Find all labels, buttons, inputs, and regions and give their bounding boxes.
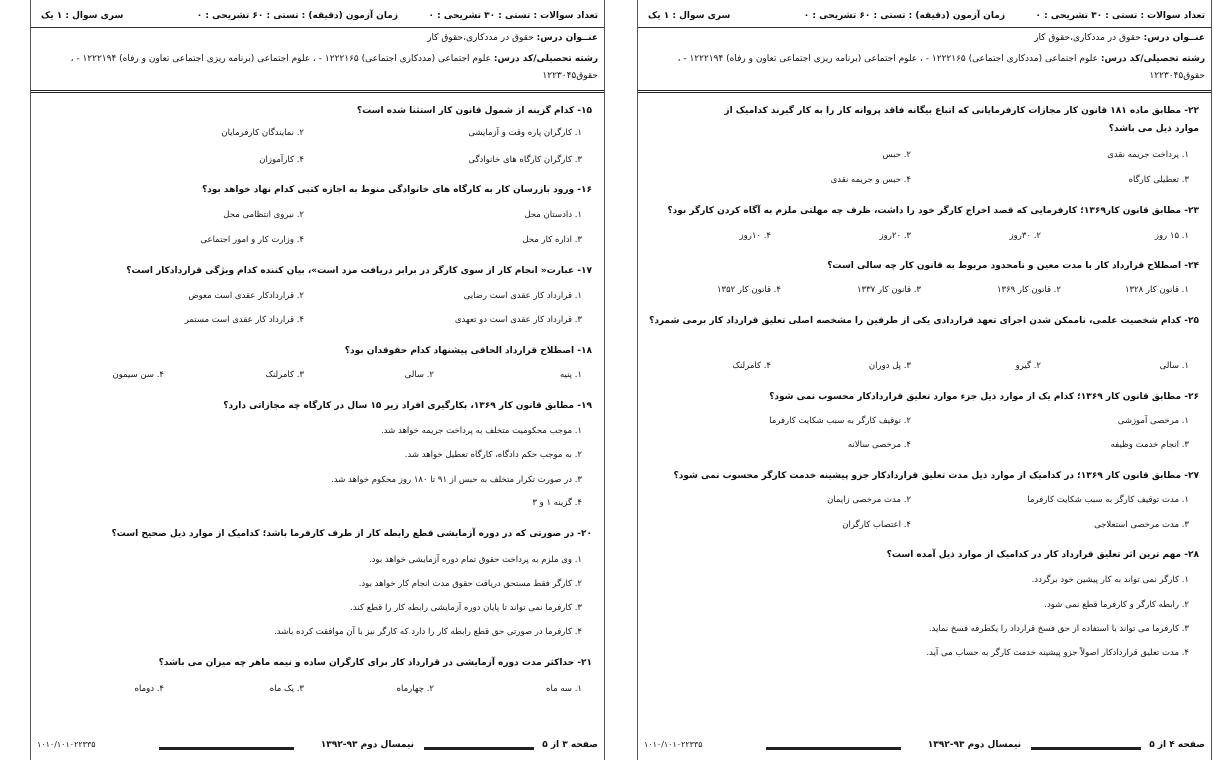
course-title <box>644 33 1205 43</box>
question-21: ۲۱- حداکثر مدت دوره آزمایشی در قرارداد کار برای کارگران ساده و نیمه ماهر چه میزان می باشد؟ <box>158 658 592 668</box>
option: ۳. پل دوران <box>868 361 911 371</box>
exam-time: زمان آزمون (دقیقه) : تستی : ۶۰ تشریحی : ۰ <box>196 11 398 21</box>
question-16: ۱۶- ورود بازرسان کار به کارگاه های خانوادگی منوط به اجازه کتبی کدام نهاد خواهد بود؟ <box>201 185 592 195</box>
option: ۴. مرخصی سالانه <box>847 440 911 450</box>
option: ۳. در صورت تکرار متخلف به حبس از ۹۱ تا ۱۸۰ روز محکوم خواهد شد. <box>331 475 582 485</box>
option: ۲. توقیف کارگر به سبب شکایت کارفرما <box>769 416 911 426</box>
option: ۳. کامرلنک <box>265 370 304 380</box>
header-double-rule <box>31 90 604 93</box>
option: ۱. پنیه <box>559 370 582 380</box>
option: ۱. موجب محکومیت متخلف به پرداخت جریمه خواهد شد. <box>381 426 582 436</box>
major-info <box>644 51 1205 85</box>
option: ۳. کارگران کارگاه های خانوادگی <box>468 155 582 165</box>
footer-rule <box>424 747 534 750</box>
major-value: علوم اجتماعی (مددکاری اجتماعی) ۱۲۲۲۱۶۵ - ، علوم اجتماعی (برنامه ریزی اجتماعی تعاون و رفاه) ۱۲۲۲۱۹۴ - ، حقوق۱۲۲۳۰۴۵ <box>677 54 1205 81</box>
option: ۴. قانون کار ۱۳۵۲ <box>716 285 781 295</box>
option: ۴. قرارداد کار عقدی است مستمر <box>184 315 304 325</box>
footer-rule <box>159 747 294 750</box>
question-23: ۲۳- مطابق قانون کار۱۳۶۹؛ کارفرمایی که قصد اخراج کارگر خود را داشت، ظرف چه مهلتی ملزم به آگاه کردن کارگر بود؟ <box>667 206 1199 216</box>
option: ۴. دوماه <box>134 684 164 694</box>
question-24: ۲۴- اصطلاح قرارداد کار با مدت معین و نامحدود مربوط به قانون کار چه سالی است؟ <box>827 261 1199 271</box>
option: ۱. دادستان محل <box>524 210 582 220</box>
option: ۲. مدت مرخصی زایمان <box>827 495 911 505</box>
option: ۲. گیرو <box>1015 361 1041 371</box>
option: ۲. نمایندگان کارفرمایان <box>221 128 304 138</box>
option: ۳. اداره کار محل <box>522 235 582 245</box>
question-26: ۲۶- مطابق قانون کار ۱۳۶۹؛ کدام یک از موارد ذیل جزء موارد تعلیق قراردادکار محسوب نمی شود؟ <box>769 392 1199 402</box>
option: ۲. رابطه کارگر و کارفرما قطع نمی شود. <box>1044 600 1189 610</box>
option: ۱. قانون کار ۱۳۲۸ <box>1124 285 1189 295</box>
major-value: علوم اجتماعی (مددکاری اجتماعی) ۱۲۲۲۱۶۵ - ، علوم اجتماعی (برنامه ریزی اجتماعی تعاون و رفاه) ۱۲۲۲۱۹۴ - ، حقوق۱۲۲۳۰۴۵ <box>70 54 598 81</box>
option: ۱. ۱۵ روز <box>1154 231 1189 241</box>
question-counts: تعداد سوالات : تستی : ۳۰ تشریحی : ۰ <box>428 11 598 21</box>
option: ۱. وی ملزم به پرداخت حقوق تمام دوره آزمایشی خواهد بود. <box>368 555 582 565</box>
header-divider <box>31 27 604 28</box>
footer-rule <box>766 747 901 750</box>
option: ۴. وزارت کار و امور اجتماعی <box>200 235 304 245</box>
option: ۲. حبس <box>882 150 911 160</box>
course-label: عنــوان درس: <box>1143 33 1205 43</box>
course-value: حقوق در مددکاری،حقوق کار <box>1034 33 1141 43</box>
semester: نیمسال دوم ۹۳-۱۳۹۲ <box>320 740 414 750</box>
option: ۳. کارفرما نمی تواند تا پایان دوره آزمایشی رابطه کار را قطع کند. <box>350 603 582 613</box>
option: ۱. مرخصی آموزشی <box>1117 416 1189 426</box>
option: ۳. مدت مرخصی استعلاجی <box>1094 520 1189 530</box>
option: ۱. پرداخت جریمه نقدی <box>1107 150 1189 160</box>
question-27: ۲۷- مطابق قانون کار ۱۳۶۹؛ در کدامیک از موارد ذیل مدت تعلیق قراردادکار جزو پیشینه خدمت کارگر محسوب نمی شود؟ <box>673 471 1199 481</box>
question-18: ۱۸- اصطلاح قرارداد الحاقی پیشنهاد کدام حقوقدان بود؟ <box>344 346 592 356</box>
option: ۲. چهارماه <box>396 684 434 694</box>
question-25: ۲۵- کدام شخصیت علمی، ناممکن شدن اجرای تعهد قراردادی یکی از طرفین را مشخصه اصلی تعلیق قرارداد کار برمی شمرد؟ <box>649 316 1199 326</box>
option: ۳. یک ماه <box>269 684 304 694</box>
question-15: ۱۵- کدام گزینه از شمول قانون کار استثنا شده است؟ <box>356 106 592 116</box>
option: ۱. قرارداد کار عقدی است رضایی <box>463 291 582 301</box>
question-28: ۲۸- مهم ترین اثر تعلیق قرارداد کار در کدامیک از موارد ذیل آمده است؟ <box>886 550 1199 560</box>
page-footer <box>638 740 1211 756</box>
question-series: سری سوال : ۱ یک <box>41 11 124 21</box>
exam-time: زمان آزمون (دقیقه) : تستی : ۶۰ تشریحی : ۰ <box>803 11 1005 21</box>
exam-header <box>638 0 1211 92</box>
header-divider <box>638 27 1211 28</box>
footer-rule <box>1031 747 1141 750</box>
option: ۳. ۲۰روز <box>879 231 911 241</box>
question-22: ۲۲- مطابق ماده ۱۸۱ قانون کار مجازات کارفرمایانی که اتباع بیگانه فاقد پروانه کار را به کار گیرند کدامیک از موارد ذیل می باشد؟ <box>724 106 1199 134</box>
option: ۴. ۱۰روز <box>739 231 771 241</box>
course-label: عنــوان درس: <box>536 33 598 43</box>
major-label: رشته تحصیلی/کد درس: <box>1100 54 1205 64</box>
option: ۴. کامرلنک <box>732 361 771 371</box>
option: ۳. کارفرما می تواند با استفاده از حق فسخ قرارداد را یکطرفه فسخ نماید. <box>928 624 1189 634</box>
question-counts: تعداد سوالات : تستی : ۳۰ تشریحی : ۰ <box>1035 11 1205 21</box>
option: ۲. کارگر فقط مستحق دریافت حقوق مدت انجام کار خواهد بود. <box>358 579 582 589</box>
page-footer <box>31 740 604 756</box>
option: ۱. کارگر نمی تواند به کار پیشین خود برگردد. <box>1031 575 1189 585</box>
question-20: ۲۰- در صورتی که در دوره آزمایشی قطع رابطه کار از طرف کارفرما باشد؛ کدامیک از موارد ذیل صحیح است؟ <box>111 529 592 539</box>
option: ۲. سالی <box>404 370 434 380</box>
option: ۴. اعتصاب کارگران <box>842 520 911 530</box>
major-info <box>37 51 598 85</box>
exam-code: ۱۰۱۰/۱۰۱۰۲۲۳۳۵ <box>37 740 96 749</box>
option: ۳. قرارداد کار عقدی است دو تعهدی <box>454 315 582 325</box>
option: ۱. سالی <box>1159 361 1189 371</box>
option: ۲. قانون کار ۱۳۶۹ <box>996 285 1061 295</box>
option: ۴. کارفرما در صورتی حق قطع رابطه کار را دارد که کارگر نیز با آن موافقت کرده باشد. <box>274 627 582 637</box>
option: ۴. حبس و جریمه نقدی <box>830 175 911 185</box>
semester: نیمسال دوم ۹۳-۱۳۹۲ <box>927 740 1021 750</box>
course-title <box>37 33 598 43</box>
option: ۴. کارآموزان <box>259 155 304 165</box>
question-17: ۱۷- عبارت« انجام کار از سوی کارگر در برابر دریافت مزد است»، بیان کننده کدام ویژگی قراردادکار است؟ <box>126 266 592 276</box>
option: ۱. مدت توقیف کارگر به سبب شکایت کارفرما <box>1027 495 1189 505</box>
option: ۴. سن سیمون <box>112 370 164 380</box>
question-19: ۱۹- مطابق قانون کار ۱۳۶۹، بکارگیری افراد زیر ۱۵ سال در کارگاه چه مجازاتی دارد؟ <box>223 401 592 411</box>
option: ۱. کارگران پاره وقت و آزمایشی <box>468 128 582 138</box>
course-value: حقوق در مددکاری،حقوق کار <box>427 33 534 43</box>
exam-header <box>31 0 604 92</box>
option: ۲. نیروی انتظامی محل <box>223 210 304 220</box>
option: ۲. به موجب حکم دادگاه، کارگاه تعطیل خواهد شد. <box>404 450 582 460</box>
option: ۲. ۳۰روز <box>1009 231 1041 241</box>
option: ۱. سه ماه <box>546 684 582 694</box>
option: ۳. قانون کار ۱۳۳۷ <box>856 285 921 295</box>
exam-page-3 <box>30 0 605 760</box>
page-number: صفحه ۴ از ۵ <box>1149 740 1205 750</box>
option: ۳. تعطیلی کارگاه <box>1128 175 1189 185</box>
exam-code: ۱۰۱۰/۱۰۱۰۲۲۳۳۵ <box>644 740 703 749</box>
header-double-rule <box>638 90 1211 93</box>
page-number: صفحه ۳ از ۵ <box>542 740 598 750</box>
question-series: سری سوال : ۱ یک <box>648 11 731 21</box>
option: ۲. قراردادکار عقدی است معوض <box>188 291 304 301</box>
option: ۴. گزینه ۱ و ۳ <box>532 498 582 508</box>
major-label: رشته تحصیلی/کد درس: <box>493 54 598 64</box>
option: ۴. مدت تعلیق قراردادکار اصولاً جزو پیشینه خدمت کارگر به حساب می آید. <box>926 648 1189 658</box>
exam-page-4 <box>637 0 1212 760</box>
option: ۳. انجام خدمت وظیفه <box>1110 440 1189 450</box>
